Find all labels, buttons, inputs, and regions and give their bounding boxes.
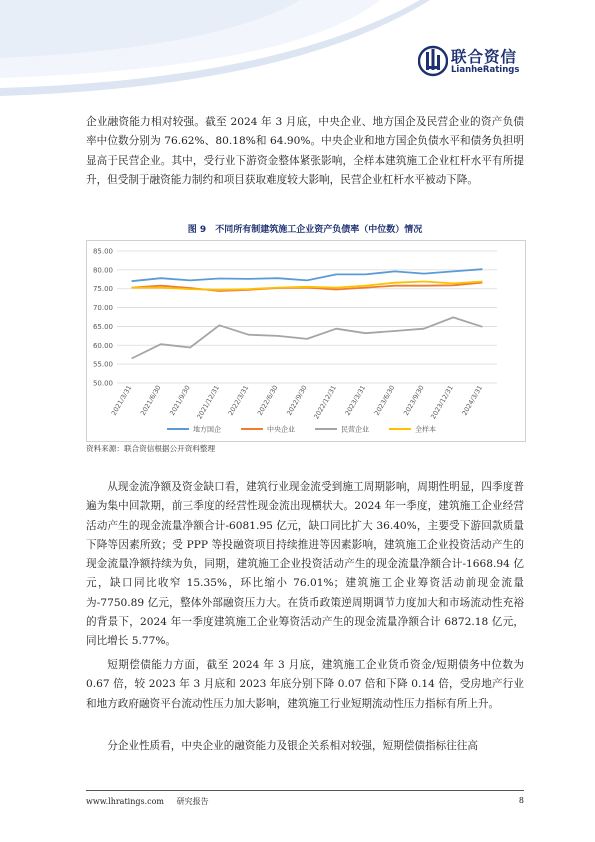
chart-y-ticks xyxy=(93,248,113,388)
x-tick-label: 2023/3/31 xyxy=(343,384,368,417)
x-tick-label: 2024/3/31 xyxy=(460,384,485,417)
lianhe-logo xyxy=(418,44,568,84)
chart-canvas xyxy=(87,241,525,441)
y-tick-label: 70.00 xyxy=(92,304,113,313)
logo-english-name: LianheRatings xyxy=(451,65,520,75)
y-tick-label: 85.00 xyxy=(92,247,113,256)
y-tick-label: 60.00 xyxy=(92,341,113,350)
figure-source: 资料来源：联合资信根据公开资料整理 xyxy=(86,444,216,453)
series-line xyxy=(132,269,483,281)
intro-paragraph: 企业融资能力相对较强。截至 2024 年 3 月底，中央企业、地方国企及民营企业的资产负债率中位数分别为 76.62%、80.18%和 64.90%。中央企业和地方国企负债水平和债务负担明显高于民营企业。其中，受行业下游资金整体紧张影响，全样本建筑施工企业杠杆水平有所提升，但受制于融资能力制约和项目获取难度较大影响，民营企业杠杆水平被动下降。 xyxy=(86,116,524,186)
x-tick-label: 2023/6/30 xyxy=(372,384,397,417)
x-tick-label: 2021/3/31 xyxy=(109,384,134,417)
x-tick-label: 2021/12/31 xyxy=(195,384,222,421)
chart-x-ticks xyxy=(110,384,484,420)
y-tick-label: 75.00 xyxy=(92,285,113,294)
chart-legend xyxy=(167,425,436,434)
legend-label: 全样本 xyxy=(415,425,436,434)
figure-title: 图 9 不同所有制建筑施工企业资产负债率（中位数）情况 xyxy=(187,225,423,235)
footer-left xyxy=(86,796,219,807)
legend-label: 地方国企 xyxy=(193,425,221,434)
y-tick-label: 80.00 xyxy=(92,266,113,275)
chart-gridlines xyxy=(117,251,497,383)
x-tick-label: 2022/9/30 xyxy=(285,384,309,417)
footer-divider xyxy=(86,790,524,791)
y-tick-label: 65.00 xyxy=(92,322,113,331)
x-tick-label: 2021/9/30 xyxy=(168,384,192,417)
x-tick-label: 2022/12/31 xyxy=(312,384,338,421)
y-tick-label: 55.00 xyxy=(92,360,113,369)
x-tick-label: 2023/9/30 xyxy=(402,384,426,417)
legend-label: 民营企业 xyxy=(341,425,369,434)
footer-page-number: 8 xyxy=(518,796,524,805)
logo-chinese-name: 联合资信 xyxy=(451,48,518,66)
x-tick-label: 2021/6/30 xyxy=(138,384,163,417)
x-tick-label: 2022/3/31 xyxy=(226,384,251,417)
enterprise-nature-paragraph: 分企业性质看，中央企业的融资能力及银企关系相对较强，短期偿债指标往往高 xyxy=(107,740,478,752)
x-tick-label: 2022/6/30 xyxy=(255,384,280,417)
x-tick-label: 2023/12/31 xyxy=(429,384,455,421)
footer-website: www.lhratings.com xyxy=(86,797,165,806)
legend-label: 中央企业 xyxy=(267,425,295,434)
footer-report-type: 研究报告 xyxy=(176,797,209,806)
debt-ratio-chart xyxy=(86,240,526,442)
lianhe-logo-icon xyxy=(418,44,448,78)
series-line xyxy=(132,317,483,358)
cashflow-paragraph: 从现金流净额及资金缺口看，建筑行业现金流受到施工周期影响，周期性明显，四季度普遍为集中回款期，前三季度的经营性现金流出现横状大。2024 年一季度，建筑施工企业经营活动产生的现金流量净额合计-6081.95 亿元，缺口同比扩大 36.40%，主要受下游回款质量下降等因素所致；受 PPP 等投融资项目持续推进等因素影响，建筑施工企业投资活动产生的现金流量净额持续为负，同期，建筑施工企业投资活动产生的现金流量净额合计-1668.94 亿元，缺口同比收窄 15.35%，环比缩小 76.01%；建筑施工企业筹资活动前现金流量为-7750.89 亿元，整体外部融资压力大。在货币政策逆周期调节力度加大和市场流动性充裕的背景下，2024 年一季度建筑施工企业筹资活动产生的现金流量净额合计 6872.18 亿元，同比增长 5.77%。 xyxy=(86,481,524,648)
short-term-paragraph: 短期偿债能力方面，截至 2024 年 3 月底，建筑施工企业货币资金/短期债务中位数为 0.67 倍，较 2023 年 3 月底和 2023 年底分别下降 0.07 倍和下降 0.14 倍，受房地产行业和地方政府融资平台流动性压力加大影响，建筑施工行业短期流动性压力指标有所上升。 xyxy=(86,659,524,710)
y-tick-label: 50.00 xyxy=(92,379,113,388)
